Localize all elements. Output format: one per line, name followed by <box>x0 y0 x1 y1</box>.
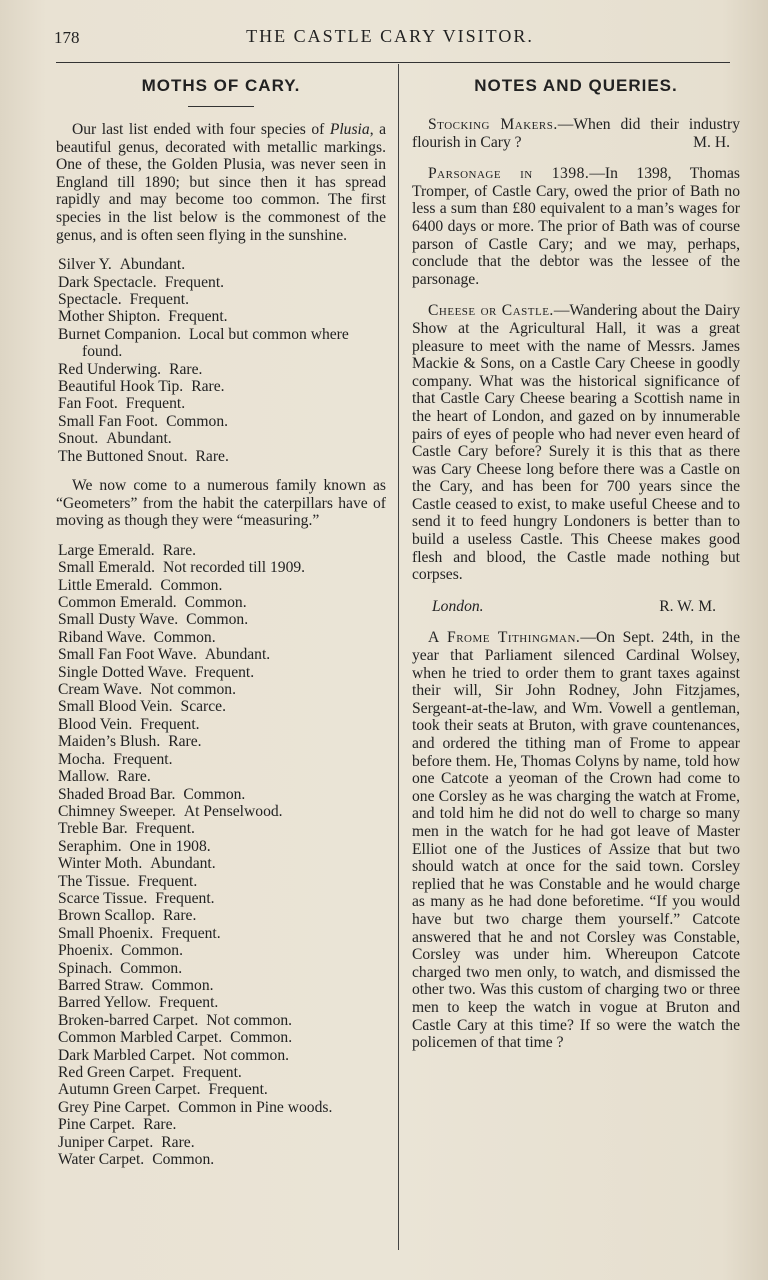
species-status: Frequent. <box>125 395 186 413</box>
species-name: Autumn Green Carpet. <box>58 1081 201 1099</box>
species-item <box>56 768 386 785</box>
species-status: Rare. <box>143 1116 177 1134</box>
species-name: Juniper Carpet. <box>58 1133 154 1151</box>
species-status: Frequent. <box>182 1064 242 1081</box>
species-item <box>56 890 386 907</box>
species-item <box>56 925 386 942</box>
species-status: Frequent. <box>113 750 173 768</box>
species-name: Barred Yellow. <box>58 994 151 1012</box>
species-name: Large Emerald. <box>58 541 155 559</box>
species-name: Grey Pine Carpet. <box>58 1098 171 1116</box>
species-name: Riband Wave. <box>58 628 146 646</box>
species-status: Frequent. <box>129 290 189 308</box>
species-name: The Tissue. <box>58 872 130 890</box>
species-name: Beautiful Hook Tip. <box>58 378 184 395</box>
species-item <box>56 873 386 890</box>
species-item <box>56 1047 386 1064</box>
species-name: Common Emerald. <box>58 594 177 612</box>
species-status: Rare. <box>161 1133 195 1151</box>
species-name: Chimney Sweeper. <box>58 802 176 820</box>
note-frome-tithingman: A Frome Tithingman.—On Sept. 24th, in the year that Parliament silenced Cardinal Wolsey, when he tried to order them to grant taxes against their will, Sir John Rodney, John Fitzjames, Sergeant-at-the-law, and Wm. Vowell a gentleman, took their seats at Bruton, with grave countenances, and ordered the tithing man of Frome to appear before them. He, Thomas Colyns by name, told how one Catcote a yeoman of the Crown had come to one Corsley as he was charging the watch at Frome, and told him he did not do well to charge so many men in the watch for he had got leave of Master Elliot one of the Justices of Assize that but two should watch at once for the said town. Corsley replied that he was Constable and he would charge as many as he had done beforetime. “If you would have but two charge them yourself.” Catcote answered that he and not Corsley was Constable, Corsley was under him. Whereupon Catcote charged two men only, to watch, and dismissed the other two. Was this custom of charging two or three men to keep the watch in vogue at Bruton and Castle Cary at this time? If so were the watch the policemen of that time ? <box>412 629 741 1052</box>
species-name: Fan Foot. <box>58 395 118 413</box>
species-status: Common. <box>230 1029 293 1047</box>
species-name: Cream Wave. <box>58 681 143 699</box>
header-rule <box>56 62 730 63</box>
notes-column <box>412 70 740 1066</box>
species-item <box>56 907 386 924</box>
species-item <box>56 559 386 576</box>
species-item <box>56 751 386 768</box>
species-status: Frequent. <box>194 663 255 681</box>
species-status: Common. <box>160 576 223 594</box>
species-status: Frequent. <box>135 820 195 838</box>
species-item <box>56 681 386 698</box>
species-status: Rare. <box>195 447 229 465</box>
species-item <box>56 1151 386 1168</box>
species-item <box>56 1029 386 1046</box>
species-item <box>56 629 386 646</box>
species-status: Scarce. <box>180 698 226 716</box>
species-item <box>56 698 386 715</box>
species-item <box>56 1064 386 1081</box>
species-name: Small Dusty Wave. <box>58 611 179 629</box>
species-item <box>56 291 386 308</box>
species-status: Common. <box>153 628 216 646</box>
species-status: Rare. <box>162 541 197 559</box>
species-item <box>56 1116 386 1133</box>
species-name: Mocha. <box>58 750 106 768</box>
species-item <box>56 611 386 628</box>
species-name: Water Carpet. <box>58 1151 145 1169</box>
species-status: Abundant. <box>150 855 216 873</box>
species-item <box>56 733 386 750</box>
species-name: Mother Shipton. <box>58 308 161 326</box>
species-item <box>56 1012 386 1029</box>
signoff-initials: R. W. M. <box>659 597 716 615</box>
moths-intro: Our last list ended with four species of Plusia, a beautiful genus, decorated with metallic markings. One of these, the Golden Plusia, was never seen in England till 1890; but since then it has spread rapidly and may become too common. The first species in the list below is the commonest of the genus, and is often seen flying in the sunshine. <box>56 121 386 244</box>
species-item <box>56 1134 386 1151</box>
species-list-geometers <box>56 542 386 1169</box>
species-item <box>56 378 386 395</box>
species-item <box>56 977 386 994</box>
species-name: Snout. <box>58 430 99 448</box>
species-status: One in 1908. <box>129 837 211 855</box>
species-status: Frequent. <box>168 308 228 326</box>
species-item <box>56 994 386 1011</box>
moths-column <box>56 70 386 1168</box>
species-item <box>56 838 386 855</box>
note-stocking-makers: Stocking Makers.—When did their industry flourish in Cary ? M. H. <box>412 116 740 151</box>
species-status: Frequent. <box>161 924 221 942</box>
species-item <box>56 256 386 273</box>
species-status: Abundant. <box>204 646 271 664</box>
species-status: Not common. <box>206 1011 293 1029</box>
species-name: Common Marbled Carpet. <box>58 1029 223 1047</box>
species-status: Common. <box>152 1151 215 1169</box>
species-status: Frequent. <box>137 872 198 890</box>
species-item <box>56 594 386 611</box>
note-parsonage: Parsonage in 1398.—In 1398, Thomas Tromper, of Castle Cary, owed the prior of Bath no less a sum than £80 equivalent to a man’s wages for 6400 days or more. The prior of Bath was of course parson of Castle Cary; and we may, perhaps, conclude that the debtor was the lessee of the parsonage. <box>412 165 740 288</box>
species-status: Frequent. <box>155 889 215 907</box>
species-name: Burnet Companion. <box>58 325 182 343</box>
geometers-intro: We now come to a numerous family known as “Geometers” from the habit the caterpillars have of moving as though they were “measuring.” <box>56 477 386 530</box>
species-item <box>56 361 386 378</box>
species-status: Common. <box>151 976 214 994</box>
species-status: Frequent. <box>208 1081 268 1099</box>
note-signoff <box>412 598 740 616</box>
column-divider <box>398 64 399 1250</box>
species-item <box>56 413 386 430</box>
species-name: Spinach. <box>58 959 113 977</box>
species-item <box>56 326 386 361</box>
moths-heading: MOTHS OF CARY. <box>141 76 301 95</box>
species-item <box>56 448 386 465</box>
species-status: Frequent. <box>140 715 200 733</box>
species-name: Dark Spectacle. <box>58 273 157 291</box>
species-name: Maiden’s Blush. <box>58 733 161 751</box>
species-name: Brown Scallop. <box>58 907 156 925</box>
species-name: Winter Moth. <box>58 855 143 873</box>
signoff-place: London. <box>432 597 484 615</box>
species-status: Abundant. <box>119 256 186 274</box>
species-name: Small Emerald. <box>58 559 156 577</box>
species-item <box>56 786 386 803</box>
species-item <box>56 274 386 291</box>
species-status: Not common. <box>203 1046 290 1064</box>
species-name: Phoenix. <box>58 942 114 960</box>
species-status: Common. <box>186 611 249 629</box>
species-status: Common. <box>120 959 183 977</box>
species-status: Not common. <box>150 681 236 699</box>
species-status: Common. <box>166 412 229 430</box>
species-item <box>56 855 386 872</box>
species-status: Common. <box>121 942 183 960</box>
species-name: The Buttoned Snout. <box>58 447 188 465</box>
species-status: At Penselwood. <box>183 802 283 820</box>
species-name: Blood Vein. <box>58 715 133 733</box>
species-status: Local but common where found. <box>82 325 349 361</box>
species-item <box>56 960 386 977</box>
species-item <box>56 646 386 663</box>
species-item <box>56 942 386 959</box>
species-status: Abundant. <box>106 430 172 448</box>
species-status: Not recorded till 1909. <box>163 559 306 577</box>
species-item <box>56 1081 386 1098</box>
species-name: Single Dotted Wave. <box>58 663 187 681</box>
species-list-noctuids <box>56 256 386 465</box>
species-status: Rare. <box>169 360 203 378</box>
species-name: Small Fan Foot Wave. <box>58 646 197 664</box>
species-status: Common in Pine woods. <box>178 1098 333 1116</box>
species-status: Common. <box>184 594 247 612</box>
species-name: Small Fan Foot. <box>58 412 159 430</box>
species-status: Rare. <box>168 733 202 751</box>
species-status: Rare. <box>191 378 225 395</box>
species-name: Red Green Carpet. <box>58 1064 175 1081</box>
heading-rule <box>188 106 254 107</box>
species-name: Spectacle. <box>58 290 122 308</box>
species-name: Red Underwing. <box>58 360 162 378</box>
species-status: Frequent. <box>158 994 219 1012</box>
species-status: Common. <box>183 785 246 803</box>
running-title: THE CASTLE CARY VISITOR. <box>246 26 534 46</box>
species-name: Broken-barred Carpet. <box>58 1011 199 1029</box>
species-item <box>56 308 386 325</box>
species-name: Scarce Tissue. <box>58 889 148 907</box>
species-status: Rare. <box>163 907 197 925</box>
species-status: Rare. <box>117 768 151 786</box>
species-item <box>56 664 386 681</box>
species-name: Mallow. <box>58 768 110 786</box>
species-name: Small Blood Vein. <box>58 698 173 716</box>
species-name: Barred Straw. <box>58 976 144 994</box>
species-item <box>56 542 386 559</box>
species-name: Dark Marbled Carpet. <box>58 1046 196 1064</box>
species-item <box>56 1099 386 1116</box>
species-status: Frequent. <box>164 273 225 291</box>
species-name: Pine Carpet. <box>58 1116 136 1134</box>
notes-heading: NOTES AND QUERIES. <box>474 76 678 95</box>
species-item <box>56 395 386 412</box>
species-item <box>56 577 386 594</box>
species-name: Small Phoenix. <box>58 924 154 942</box>
species-item <box>56 803 386 820</box>
page-number: 178 <box>54 28 80 47</box>
note-cheese-or-castle: Cheese or Castle.—Wandering about the Dairy Show at the Agricultural Hall, it was a great pleasure to meet with the name of Messrs. James Mackie & Sons, on a Castle Cary Cheese in goodly company. What was the historical significance of that Castle Cary Cheese bearing a Scottish name in the heart of London, and gazed on by innumerable pairs of eyes of people who had never even heard of Castle Cary before? Surely it is this that as there was Cary Cheese long before there was a Castle on the Cary, and has been for 700 years since the Castle ceased to exist, to make useful Cheese and to send it to feed hungry Londoners is better than to build a useless Castle. This Cheese makes good flesh and blood, the Castle made nothing but corpses. <box>412 302 741 584</box>
species-item <box>56 716 386 733</box>
species-item <box>56 430 386 447</box>
page-header <box>50 22 730 52</box>
species-name: Shaded Broad Bar. <box>58 785 176 803</box>
species-name: Silver Y. <box>58 256 112 274</box>
species-name: Seraphim. <box>58 837 122 855</box>
species-name: Treble Bar. <box>58 820 128 838</box>
species-name: Little Emerald. <box>58 576 153 594</box>
species-item <box>56 820 386 837</box>
